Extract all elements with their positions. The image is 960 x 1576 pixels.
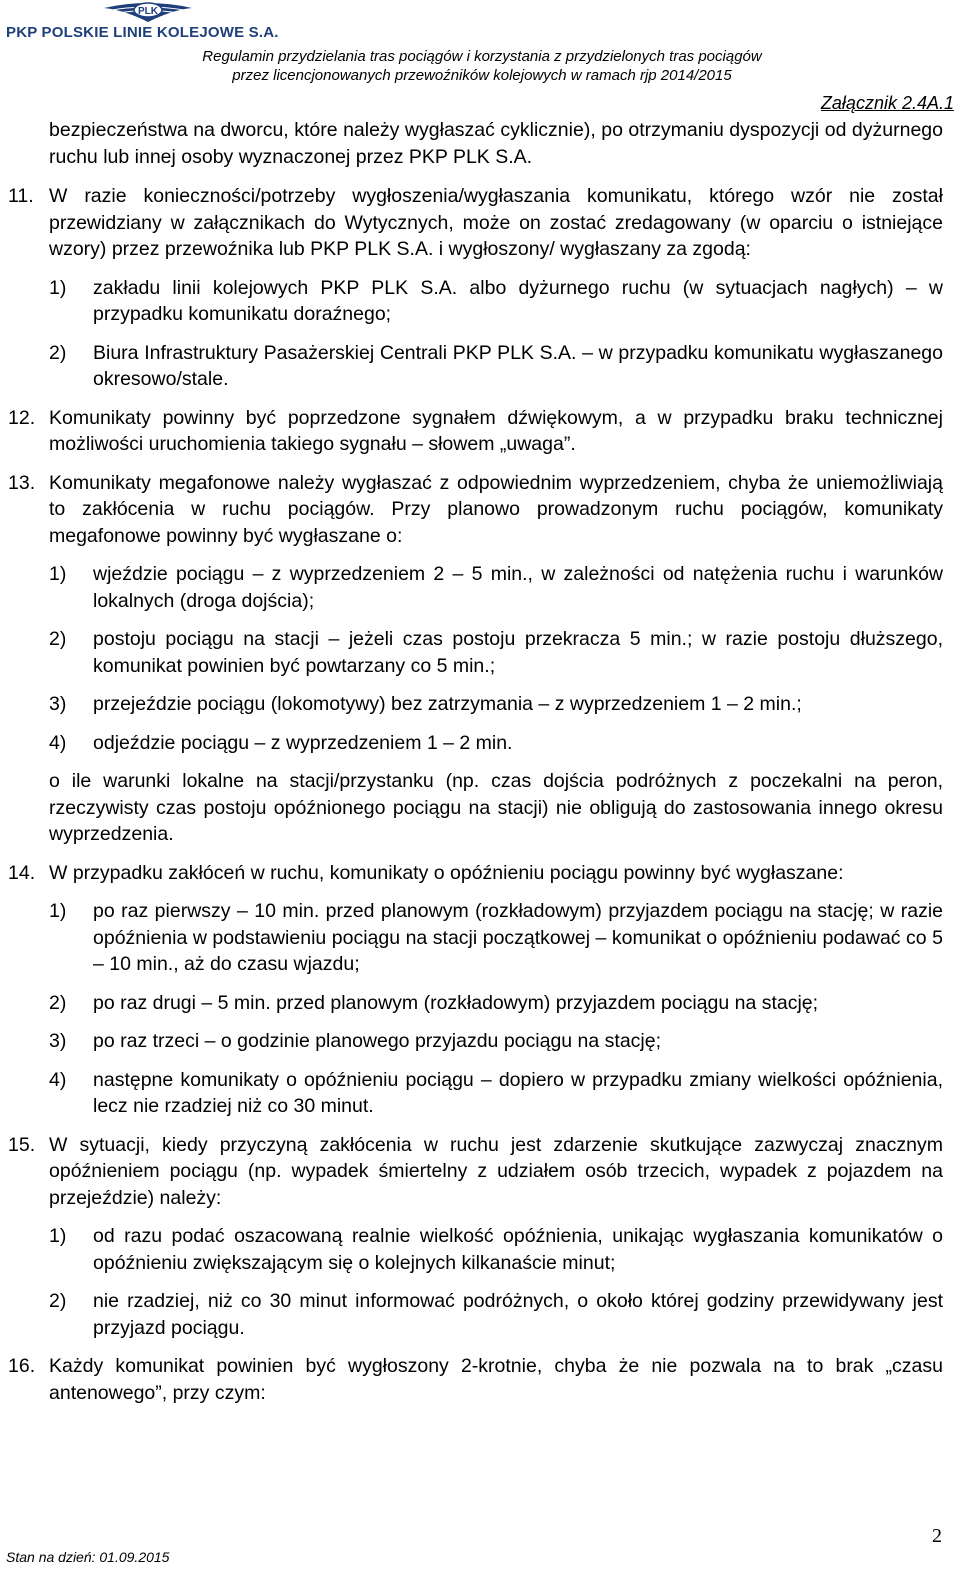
paragraph-14 bbox=[8, 860, 943, 887]
paragraph-text: W przypadku zakłóceń w ruchu, komunikaty o opóźnieniu pociągu powinny być wygłaszane: bbox=[49, 861, 844, 884]
document-body bbox=[8, 117, 943, 1406]
list-item bbox=[8, 691, 943, 718]
paragraph-text: W sytuacji, kiedy przyczyną zakłócenia w ruchu jest zdarzenie skutkujące zazwyczaj znacznym opóźnieniem pociągu (np. wypadek śmiertelny z udziałem osób trzecich, wypadek z pojazdem na przejeździe) należy: bbox=[49, 1133, 943, 1209]
list-item bbox=[8, 1067, 943, 1120]
annex-label: Załącznik 2.4A.1 bbox=[820, 93, 954, 113]
list-item bbox=[8, 275, 943, 328]
list-item bbox=[8, 626, 943, 679]
plk-emblem-icon bbox=[102, 0, 194, 24]
intro-paragraph: bezpieczeństwa na dworcu, które należy wygłaszać cyklicznie), po otrzymaniu dyspozycji od dyżurnego ruchu lub innej osoby wyznaczonej przez PKP PLK S.A. bbox=[49, 119, 943, 168]
list-item bbox=[8, 1223, 943, 1276]
document-header bbox=[162, 47, 802, 85]
header-title-line2: przez licencjonowanych przewoźników kolejowych w ramach rjp 2014/2015 bbox=[232, 67, 732, 84]
item-text: odjeździe pociągu – z wyprzedzeniem 1 – 2 min. bbox=[93, 731, 513, 754]
item-text: Biura Infrastruktury Pasażerskiej Centrali PKP PLK S.A. – w przypadku komunikatu wygłaszanego okresowo/stale. bbox=[93, 341, 943, 390]
page-number: 2 bbox=[932, 1525, 942, 1547]
item-text: postoju pociągu na stacji – jeżeli czas postoju przekracza 5 min.; w razie postoju dłuższego, komunikat powinien być powtarzany co 5 min.; bbox=[93, 628, 943, 677]
item-number: 4) bbox=[49, 1068, 67, 1091]
item-number: 1) bbox=[49, 563, 67, 585]
list-item bbox=[8, 561, 943, 614]
plk-logo bbox=[6, 0, 296, 44]
paragraph-13 bbox=[8, 470, 943, 550]
paragraph-number: 11. bbox=[8, 185, 34, 207]
item-text: zakładu linii kolejowych PKP PLK S.A. albo dyżurnego ruchu (w sytuacjach nagłych) – w przypadku komunikatu doraźnego; bbox=[93, 276, 943, 325]
item-text: nie rzadziej, niż co 30 minut informować podróżnych, o około której godziny przewidywany jest przyjazd pociągu. bbox=[93, 1290, 943, 1339]
item-number: 3) bbox=[49, 693, 67, 715]
item-text: przejeździe pociągu (lokomotywy) bez zatrzymania – z wyprzedzeniem 1 – 2 min.; bbox=[93, 693, 802, 715]
item-text: wjeździe pociągu – z wyprzedzeniem 2 – 5 min., w zależności od natężenia ruchu i warunków lokalnych (droga dojścia); bbox=[93, 563, 943, 612]
header-title-line1: Regulamin przydzielania tras pociągów i korzystania z przydzielonych tras pociągów bbox=[202, 48, 762, 65]
paragraph-number: 15. bbox=[8, 1133, 36, 1156]
paragraph-text: Komunikaty megafonowe należy wygłaszać z odpowiednim wyprzedzeniem, chyba że uniemożliwiają to zakłócenia w ruchu pociągów. Przy planowo prowadzonym ruchu pociągów, komunikaty megafonowe powinny być wygłaszane o: bbox=[49, 471, 943, 547]
list-item bbox=[8, 730, 943, 757]
paragraph-16 bbox=[8, 1353, 943, 1406]
item-text: po raz trzeci – o godzinie planowego przyjazdu pociągu na stację; bbox=[93, 1030, 662, 1052]
item-number: 3) bbox=[49, 1030, 67, 1052]
item-text: po raz pierwszy – 10 min. przed planowym (rozkładowym) przyjazdem pociągu na stację; w razie opóźnienia w podstawieniu pociągu na stacji początkowej – komunikat o opóźnieniu podawać co 5 – 10 min., aż do czasu wjazdu; bbox=[93, 900, 943, 975]
list-item bbox=[8, 1288, 943, 1341]
item-text: po raz drugi – 5 min. przed planowym (rozkładowym) przyjazdem pociągu na stację; bbox=[93, 991, 819, 1014]
footer-date: Stan na dzień: 01.09.2015 bbox=[6, 1549, 170, 1565]
item-text: następne komunikaty o opóźnieniu pociągu – dopiero w przypadku zmiany wielkości opóźnienia, lecz nie rzadziej niż co 30 minut. bbox=[93, 1068, 943, 1117]
item-number: 2) bbox=[49, 628, 67, 650]
item-text: od razu podać oszacowaną realnie wielkość opóźnienia, unikając wygłaszania komunikatów o opóźnieniu zwiększającym się o kolejnych kilkanaście minut; bbox=[93, 1225, 943, 1274]
list-item bbox=[8, 1028, 943, 1055]
paragraph-text: Każdy komunikat powinien być wygłoszony 2-krotnie, chyba że nie pozwala na to brak „czasu antenowego”, przy czym: bbox=[49, 1355, 943, 1404]
item-number: 2) bbox=[49, 341, 67, 364]
emblem-text: PLK bbox=[138, 6, 158, 17]
item-number: 1) bbox=[49, 276, 67, 299]
paragraph-text: W razie konieczności/potrzeby wygłoszenia/wygłaszania komunikatu, którego wzór nie został przewidziany w załącznikach do Wytycznych, może on zostać zredagowany (w oparciu o istniejące wzory) przez przewoźnika lub PKP PLK S.A. i wygłoszony/ wygłaszany za zgodą: bbox=[49, 185, 943, 260]
list-item bbox=[8, 898, 943, 978]
paragraph-number: 13. bbox=[8, 471, 36, 494]
list-item bbox=[8, 340, 943, 393]
paragraph-number: 14. bbox=[8, 861, 36, 884]
paragraph-12 bbox=[8, 405, 943, 458]
paragraph-number: 16. bbox=[8, 1355, 36, 1377]
item-number: 2) bbox=[49, 991, 67, 1014]
paragraph-15 bbox=[8, 1132, 943, 1212]
item-number: 2) bbox=[49, 1290, 67, 1312]
item-number: 1) bbox=[49, 900, 67, 922]
paragraph-number: 12. bbox=[8, 406, 36, 429]
logo-text: PKP POLSKIE LINIE KOLEJOWE S.A. bbox=[6, 24, 279, 41]
paragraph-text: Komunikaty powinny być poprzedzone sygnałem dźwiękowym, a w przypadku braku technicznej możliwości uruchomienia takiego sygnału – słowem „uwaga”. bbox=[49, 406, 943, 455]
item-number: 1) bbox=[49, 1225, 67, 1247]
paragraph-11 bbox=[8, 183, 943, 263]
paragraph-13-continuation: o ile warunki lokalne na stacji/przystanku (np. czas dojścia podróżnych z poczekalni na peron, rzeczywisty czas postoju opóźnionego pociągu na stacji) nie obligują do zastosowania innego okresu wyprzedzenia. bbox=[49, 770, 943, 845]
list-item bbox=[8, 990, 943, 1017]
item-number: 4) bbox=[49, 731, 67, 754]
